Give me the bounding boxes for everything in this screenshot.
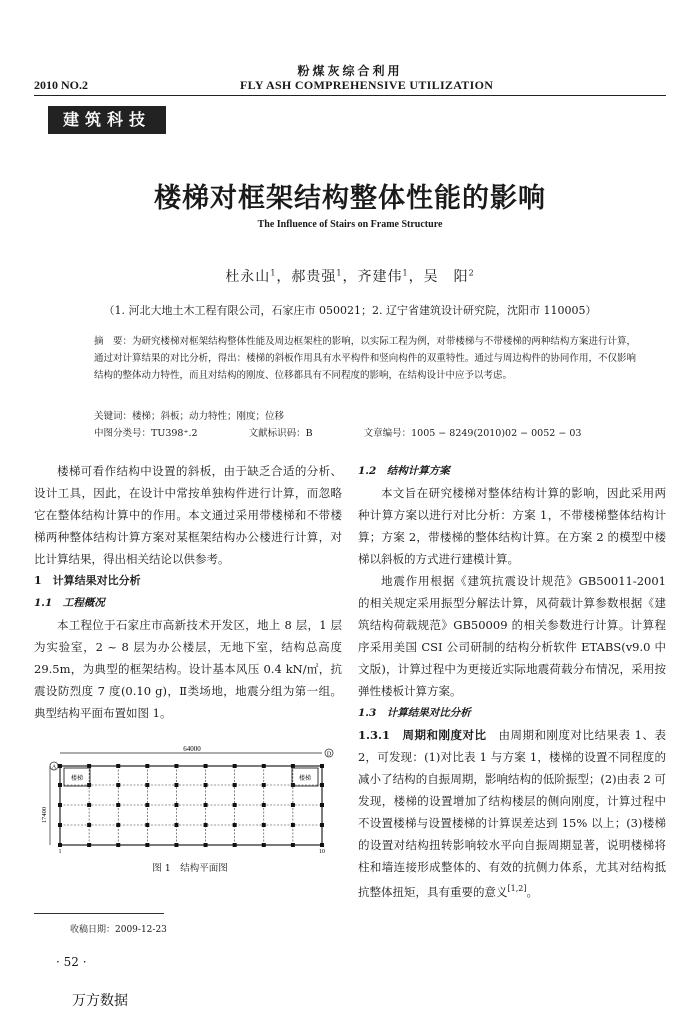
column-marker <box>58 764 62 768</box>
column-marker <box>145 823 149 827</box>
keywords: 关键词：楼梯；斜板；动力特性；刚度；位移 <box>94 411 285 422</box>
section-heading-1-1: 1.1 工程概况 <box>34 597 105 609</box>
author-affil-mark: 1 <box>402 268 409 278</box>
column-marker <box>291 823 295 827</box>
column-marker <box>116 783 120 787</box>
article-number: 文章编号：1005 − 8249(2010)02 − 0052 − 03 <box>363 428 582 439</box>
section-tag: 建筑科技 <box>48 106 166 134</box>
abstract: 摘 要：为研究楼梯对框架结构整体性能及周边框架柱的影响，以实际工程为例，对带楼梯与不带楼梯的两种结构方案进行计算，通过对计算结果的对比分析，得出：楼梯的斜板作用具有水平构件和竖向构件的双重特性。通过与周边构件的协同作用，不仅影响结构的整体动力特性，而且对结构的刚度、位移都具有不同程度的影响，在结构设计中应予以考虑。 <box>94 336 636 381</box>
column-marker <box>204 783 208 787</box>
column-marker <box>262 783 266 787</box>
author-affil-mark: 2 <box>468 268 475 278</box>
subsection-heading-1-3-1: 1.3.1 周期和刚度对比 <box>358 728 487 742</box>
column-marker <box>145 843 149 847</box>
affiliation: （1. 河北大地土木工程有限公司，石家庄市 050021；2. 辽宁省建筑设计研究院，沈阳市 110005） <box>103 304 597 317</box>
issue-number: 2010 NO.2 <box>34 78 88 92</box>
plan-drawing <box>42 745 342 855</box>
column-marker <box>291 764 295 768</box>
axis-label-bottom-left: 1 <box>58 849 62 855</box>
column-marker <box>174 764 178 768</box>
plan-outline <box>60 766 322 845</box>
received-date: 收稿日期：2009-12-23 <box>70 925 167 935</box>
author-name: 齐建伟 <box>357 269 403 285</box>
stair-label-left: 楼梯 <box>70 775 84 782</box>
column-marker <box>58 823 62 827</box>
column-marker <box>233 803 237 807</box>
stair-label-right: 楼梯 <box>298 775 312 782</box>
column-marker <box>233 783 237 787</box>
article-title-en: The Influence of Stairs on Frame Structure <box>257 219 443 230</box>
column-marker <box>87 823 91 827</box>
project-overview-paragraph: 本工程位于石家庄市高新技术开发区，地上 8 层，1 层为实验室，2 ~ 8 层为办公楼层，无地下室，结构总高度 29.5m，为典型的框架结构。设计基本风压 0.4 kN/㎡，抗震设防烈度 7 度(0.10 g)，Ⅱ类场地，地震分组为第一组。典型结构平面布置如图 1。 <box>34 618 342 720</box>
column-markers <box>58 764 324 847</box>
author-list: 杜永山$^1$，郝贵强$^1$，齐建伟$^1$，吴 阳$^2$ <box>225 268 475 285</box>
author-name: 吴 阳 <box>423 269 469 285</box>
column-marker <box>174 803 178 807</box>
classification-line <box>94 425 629 439</box>
column-marker <box>291 803 295 807</box>
column-marker <box>145 764 149 768</box>
vertical-grid <box>60 766 322 845</box>
column-marker <box>116 803 120 807</box>
page-number: · 52 · <box>56 955 87 969</box>
column-marker <box>145 803 149 807</box>
column-marker <box>116 823 120 827</box>
section-heading-1: 1 计算结果对比分析 <box>34 574 141 587</box>
header-rule <box>34 95 666 96</box>
column-marker <box>320 803 324 807</box>
column-marker <box>87 803 91 807</box>
section-heading-1-2: 1.2 结构计算方案 <box>358 465 450 477</box>
figure-caption: 图 1 结构平面图 <box>152 863 228 874</box>
clc-number: 中图分类号：TU398⁺.2 <box>94 428 198 439</box>
author-affil-mark: 1 <box>336 268 343 278</box>
column-marker <box>174 843 178 847</box>
column-marker <box>233 843 237 847</box>
column-marker <box>58 803 62 807</box>
column-marker <box>145 783 149 787</box>
article-title-cn: 楼梯对框架结构整体性能的影响 <box>154 183 546 214</box>
column-marker <box>204 764 208 768</box>
period-stiffness-text: 由周期和刚度对比结果表 1、表 2，可发现：(1)对比表 1 与方案 1，楼梯的设置不同程度的减小了结构的自振周期，影响结构的低阶振型；(2)由表 2 可发现，楼梯的设置增加了结构楼层的侧向刚度，计算过程中不设置楼梯与设置楼梯的计算误差达到 15% 以上；(3)楼梯的设置对结构扭转影响较水平向自振周期显著，说明楼梯将柱和墙连接形成整体的、有效的抗侧力体系，尤其对结构抵抗整体扭矩，具有重要的意义 <box>358 728 666 899</box>
column-marker <box>204 843 208 847</box>
period-stiffness-paragraph <box>358 724 666 903</box>
column-marker <box>116 764 120 768</box>
column-marker <box>87 843 91 847</box>
column-marker <box>116 843 120 847</box>
citation-ref: [1,2] <box>507 884 527 893</box>
author-name: 杜永山 <box>225 269 271 285</box>
seismic-paragraph: 地震作用根据《建筑抗震设计规范》GB50011-2001 的相关规定采用振型分解法计算，风荷载计算参数根据《建筑结构荷载规范》GB50009 的相关参数进行计算。计算程序采用美国 CSI 公司研制的结构分析软件 ETABS(v9.0 中文版)，计算过程中为更接近实际地震荷载分布情况，采用按弹性楼板计算方案。 <box>358 574 666 698</box>
column-marker <box>320 783 324 787</box>
journal-name-cn: 粉煤灰综合利用 <box>297 64 403 78</box>
column-marker <box>87 764 91 768</box>
document-code: 文献标识码：B <box>248 428 313 439</box>
scheme-paragraph: 本文旨在研究楼梯对整体结构计算的影响，因此采用两种计算方案以进行对比分析：方案 1，不带楼梯整体结构计算；方案 2，带楼梯的整体结构计算。在方案 2 的模型中楼梯以斜板的方式进行建模计算。 <box>358 486 666 566</box>
structure-plan-figure <box>42 745 342 859</box>
dimension-top: 64000 <box>183 745 201 753</box>
section-heading-1-3: 1.3 计算结果对比分析 <box>358 707 471 719</box>
author-affil-mark: 1 <box>270 268 277 278</box>
column-marker <box>262 843 266 847</box>
author-name: 郝贵强 <box>291 269 337 285</box>
column-marker <box>320 764 324 768</box>
column-marker <box>320 843 324 847</box>
column-marker <box>174 823 178 827</box>
column-marker <box>320 823 324 827</box>
axis-label-bottom-right: 10 <box>319 849 325 855</box>
intro-paragraph: 楼梯可看作结构中设置的斜板，由于缺乏合适的分析、设计工具，因此，在设计中常按单独构件进行计算，而忽略它在整体结构计算中的作用。本文通过采用带楼梯和不带楼梯两种整体结构计算方案对某框架结构办公楼进行计算，对比计算结果，得出相关结论以供参考。 <box>34 464 342 566</box>
right-column <box>358 460 666 903</box>
column-marker <box>262 803 266 807</box>
axis-label-left: A <box>51 764 57 771</box>
column-marker <box>204 823 208 827</box>
column-marker <box>58 783 62 787</box>
axis-label-right: D <box>326 751 332 758</box>
column-marker <box>204 803 208 807</box>
column-marker <box>233 764 237 768</box>
footnote-rule <box>34 913 164 914</box>
column-marker <box>233 823 237 827</box>
dimension-side: 17400 <box>41 806 48 824</box>
column-marker <box>291 843 295 847</box>
column-marker <box>58 843 62 847</box>
column-marker <box>174 783 178 787</box>
watermark: 万方数据 <box>72 993 128 1009</box>
sentence-end: 。 <box>526 884 538 899</box>
left-column <box>34 460 342 724</box>
journal-name-en: FLY ASH COMPREHENSIVE UTILIZATION <box>240 78 494 92</box>
column-marker <box>262 823 266 827</box>
column-marker <box>262 764 266 768</box>
